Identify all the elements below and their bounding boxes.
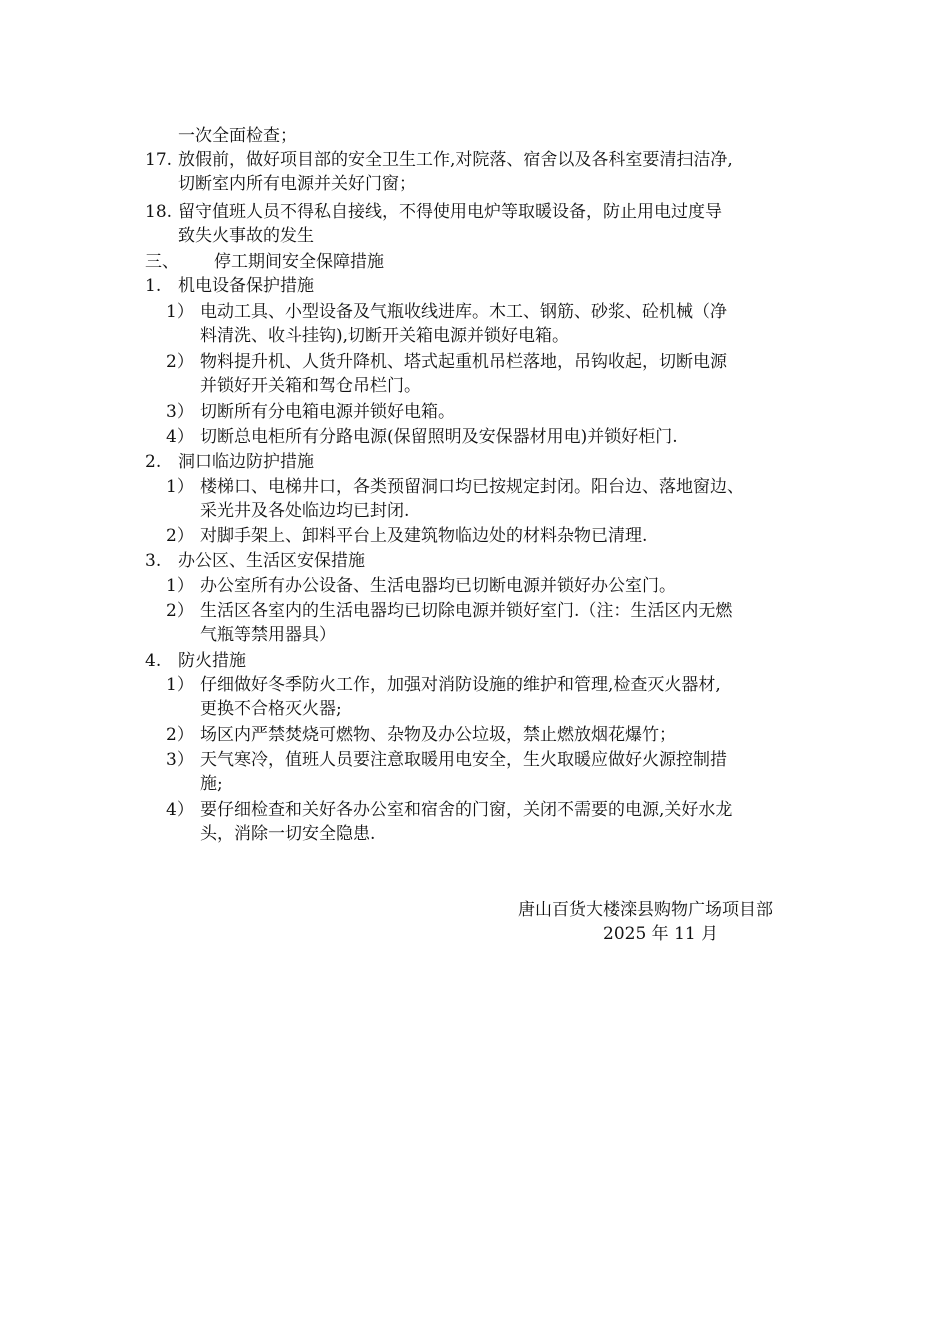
- group-2-item-2-line1: 对脚手架上、卸料平台上及建筑物临边处的材料杂物已清理.: [200, 526, 648, 546]
- group-2-title: 洞口临边防护措施: [178, 452, 314, 472]
- group-4-item-1-line2: 更换不合格灭火器;: [200, 699, 342, 719]
- group-2-item-1-line2: 采光井及各处临边均已封闭.: [200, 501, 410, 521]
- item-17-line2: 切断室内所有电源并关好门窗；: [178, 174, 416, 194]
- item-17-number: 17.: [145, 150, 173, 170]
- item-18-line2: 致失火事故的发生: [178, 226, 314, 246]
- group-3-item-1-line1: 办公室所有办公设备、生活电器均已切断电源并锁好办公室门。: [200, 576, 676, 596]
- group-1-item-2-line2: 并锁好开关箱和驾仓吊栏门。: [200, 376, 421, 396]
- item-17-line1: 放假前，做好项目部的安全卫生工作,对院落、宿舍以及各科室要清扫洁净,: [178, 150, 733, 170]
- group-4-item-3-number: 3）: [166, 750, 194, 770]
- group-2-item-1-line1: 楼梯口、电梯井口，各类预留洞口均已按规定封闭。阳台边、落地窗边、: [200, 477, 744, 497]
- group-2-item-1-number: 1）: [166, 477, 194, 497]
- item-18-line1: 留守值班人员不得私自接线，不得使用电炉等取暖设备，防止用电过度导: [178, 202, 722, 222]
- continuation-line: 一次全面检查；: [178, 126, 297, 146]
- group-1-item-3-line1: 切断所有分电箱电源并锁好电箱。: [200, 402, 455, 422]
- group-4-item-4-line2: 头，消除一切安全隐患.: [200, 824, 376, 844]
- group-3-item-2-line1: 生活区各室内的生活电器均已切除电源并锁好室门.（注：生活区内无燃: [200, 601, 733, 621]
- group-3-item-1-number: 1）: [166, 576, 194, 596]
- group-3-item-2-line2: 气瓶等禁用器具）: [200, 625, 336, 645]
- signature-org: 唐山百货大楼滦县购物广场项目部: [518, 900, 773, 920]
- group-1-number: 1.: [145, 276, 162, 296]
- group-4-number: 4.: [145, 651, 162, 671]
- section-3-title: 停工期间安全保障措施: [214, 252, 384, 272]
- group-1-item-3-number: 3）: [166, 402, 194, 422]
- group-2-number: 2.: [145, 452, 162, 472]
- group-4-item-3-line2: 施;: [200, 774, 223, 794]
- group-4-item-1-number: 1）: [166, 675, 194, 695]
- group-4-item-2-number: 2）: [166, 725, 194, 745]
- group-1-title: 机电设备保护措施: [178, 276, 314, 296]
- group-1-item-1-line1: 电动工具、小型设备及气瓶收线进库。木工、钢筋、砂浆、砼机械（净: [200, 302, 727, 322]
- group-4-item-4-number: 4）: [166, 800, 194, 820]
- group-4-item-3-line1: 天气寒冷，值班人员要注意取暖用电安全，生火取暖应做好火源控制措: [200, 750, 727, 770]
- group-4-item-2-line1: 场区内严禁焚烧可燃物、杂物及办公垃圾，禁止燃放烟花爆竹；: [200, 725, 676, 745]
- group-1-item-2-number: 2）: [166, 352, 194, 372]
- group-1-item-4-line1: 切断总电柜所有分路电源(保留照明及安保器材用电)并锁好柜门.: [200, 427, 678, 447]
- section-3-number: 三、: [145, 252, 179, 272]
- group-1-item-1-number: 1）: [166, 302, 194, 322]
- group-1-item-2-line1: 物料提升机、人货升降机、塔式起重机吊栏落地，吊钩收起，切断电源: [200, 352, 727, 372]
- group-3-item-2-number: 2）: [166, 601, 194, 621]
- group-2-item-2-number: 2）: [166, 526, 194, 546]
- group-4-item-4-line1: 要仔细检查和关好各办公室和宿舍的门窗，关闭不需要的电源,关好水龙: [200, 800, 733, 820]
- group-1-item-4-number: 4）: [166, 427, 194, 447]
- group-4-item-1-line1: 仔细做好冬季防火工作，加强对消防设施的维护和管理,检查灭火器材,: [200, 675, 721, 695]
- item-18-number: 18.: [145, 202, 173, 222]
- group-3-title: 办公区、生活区安保措施: [178, 551, 365, 571]
- group-1-item-1-line2: 料清洗、收斗挂钩),切断开关箱电源并锁好电箱。: [200, 326, 570, 346]
- group-4-title: 防火措施: [178, 651, 246, 671]
- signature-date: 2025 年 11 月: [603, 924, 719, 944]
- group-3-number: 3.: [145, 551, 162, 571]
